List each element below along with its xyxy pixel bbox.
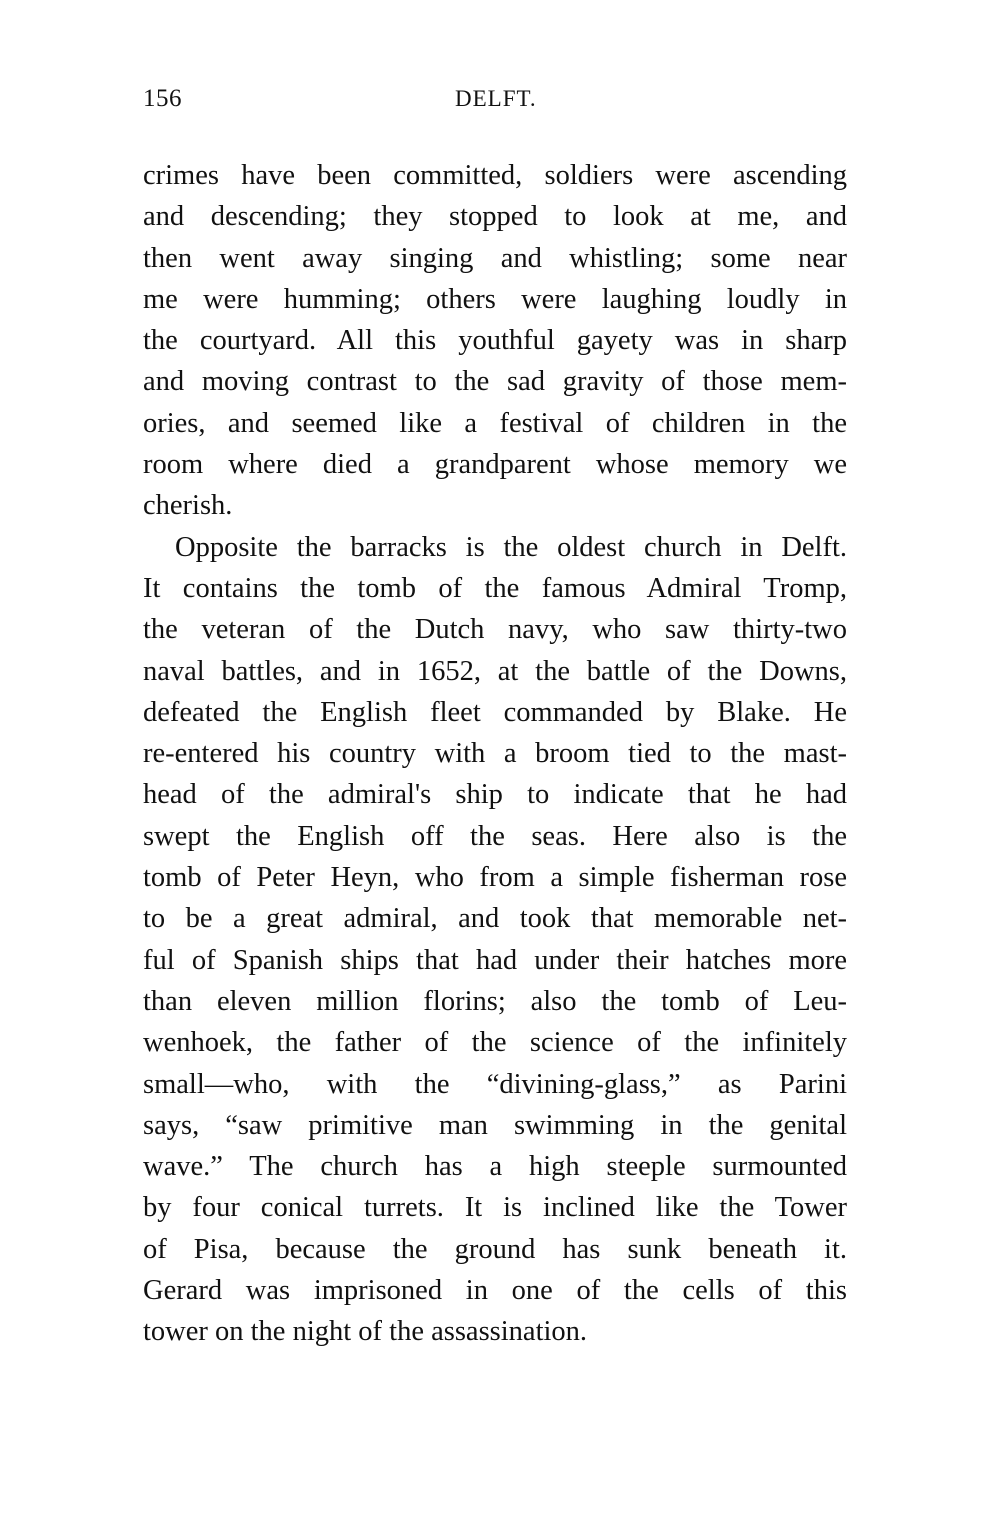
text-line: the veteran of the Dutch navy, who saw thirty-two (143, 614, 847, 646)
paragraph-1 (143, 155, 847, 527)
text-line: says, “saw primitive man swimming in the genital (143, 1109, 847, 1141)
text-line: naval battles, and in 1652, at the battle of the Downs, (143, 655, 847, 687)
text-line: ful of Spanish ships that had under their hatches more (143, 944, 847, 976)
text-line: wenhoek, the father of the science of the infinitely (143, 1027, 847, 1059)
running-title: DELFT. (455, 86, 537, 111)
text-line: defeated the English fleet commanded by Blake. He (143, 696, 847, 728)
running-head (143, 82, 845, 116)
text-line: Opposite the barracks is the oldest church in Delft. (175, 531, 847, 563)
text-line: then went away singing and whistling; some near (143, 242, 847, 274)
text-line: tomb of Peter Heyn, who from a simple fisherman rose (143, 862, 847, 894)
text-line: head of the admiral's ship to indicate that he had (143, 779, 847, 811)
text-line: Gerard was imprisoned in one of the cells of this (143, 1275, 847, 1307)
text-line: re-entered his country with a broom tied to the mast- (143, 738, 847, 770)
text-line: tower on the night of the assassination. (143, 1316, 588, 1348)
paragraph-2 (143, 527, 847, 1353)
text-line: me were humming; others were laughing loudly in (143, 283, 847, 315)
text-line: by four conical turrets. It is inclined like the Tower (143, 1192, 847, 1224)
text-line: of Pisa, because the ground has sunk beneath it. (143, 1233, 847, 1265)
text-line: and descending; they stopped to look at me, and (143, 201, 847, 233)
text-line: room where died a grandparent whose memory we (143, 449, 847, 481)
text-line: cherish. (143, 490, 233, 522)
text-line: It contains the tomb of the famous Admiral Tromp, (143, 572, 847, 604)
text-line: and moving contrast to the sad gravity of those mem- (143, 366, 847, 398)
text-line: the courtyard. All this youthful gayety was in sharp (143, 325, 847, 357)
text-line: ories, and seemed like a festival of children in the (143, 407, 847, 439)
text-line: swept the English off the seas. Here also is the (143, 820, 847, 852)
text-line: than eleven million florins; also the tomb of Leu- (143, 985, 847, 1017)
text-line: crimes have been committed, soldiers were ascending (143, 160, 847, 191)
text-line: to be a great admiral, and took that memorable net- (143, 903, 847, 935)
page-number: 156 (143, 85, 182, 112)
body-text (143, 155, 847, 1353)
text-line: wave.” The church has a high steeple surmounted (143, 1151, 847, 1183)
text-line: small—who, with the “divining-glass,” as Parini (143, 1068, 847, 1100)
